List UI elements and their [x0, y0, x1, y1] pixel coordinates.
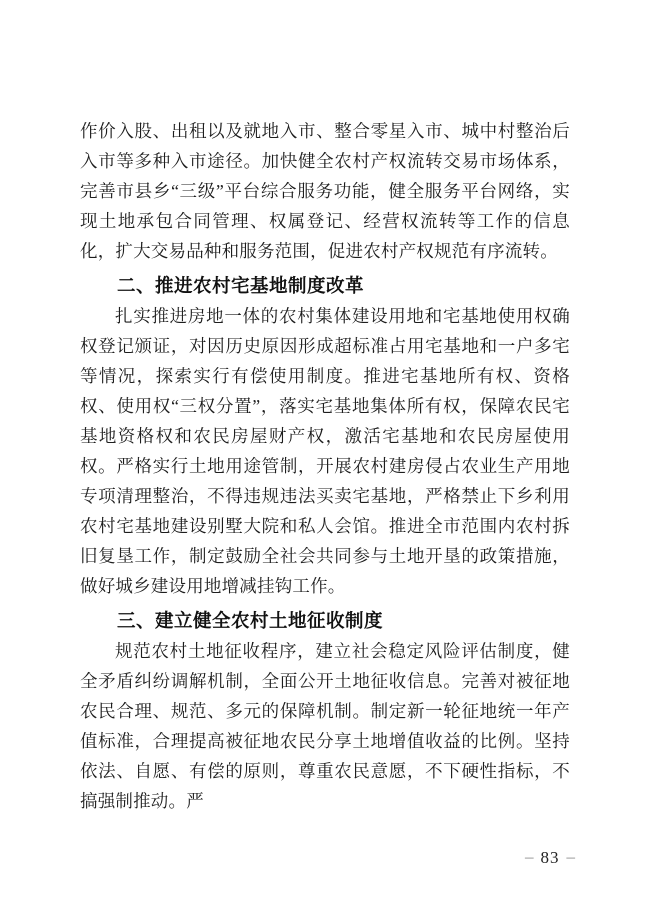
document-body [80, 116, 570, 816]
paragraph-homestead-reform: 扎实推进房地一体的农村集体建设用地和宅基地使用权确权登记颁证，对因历史原因形成超标准占用宅基地和一户多宅等情况，探索实行有偿使用制度。推进宅基地所有权、资格权、使用权“三权分置”，落实宅基地集体所有权，保障农民宅基地资格权和农民房屋财产权，激活宅基地和农民房屋使用权。严格实行土地用途管制，开展农村建房侵占农业生产用地专项清理整治，不得违规违法买卖宅基地，严格禁止下乡利用农村宅基地建设别墅大院和私人会馆。推进全市范围内农村拆旧复垦工作，制定鼓励全社会共同参与土地开垦的政策措施，做好城乡建设用地增减挂钩工作。 [80, 306, 570, 596]
paragraph-land-market-continued: 作价入股、出租以及就地入市、整合零星入市、城中村整治后入市等多种入市途径。加快健全农村产权流转交易市场体系，完善市县乡“三级”平台综合服务功能，健全服务平台网络，实现土地承包合同管理、权属登记、经营权流转等工作的信息化，扩大交易品种和服务范围，促进农村产权规范有序流转。 [80, 121, 570, 261]
footer-dash-right: – [566, 847, 575, 866]
section-heading-land-expropriation: 三、建立健全农村土地征收制度 [117, 610, 384, 631]
paragraph-land-expropriation: 规范农村土地征收程序，建立社会稳定风险评估制度，健全矛盾纠纷调解机制，全面公开土地征收信息。完善对被征地农民合理、规范、多元的保障机制。制定新一轮征地统一年产值标准，合理提高被征地农民分享土地增值收益的比例。坚持依法、自愿、有偿的原则，尊重农民意愿，不下硬性指标，不搞强制推动。严 [80, 641, 570, 811]
page-number: 83 [540, 848, 560, 867]
section-heading-homestead-reform: 二、推进农村宅基地制度改革 [117, 275, 365, 296]
page-footer [0, 848, 582, 868]
footer-dash-left: – [525, 847, 534, 866]
